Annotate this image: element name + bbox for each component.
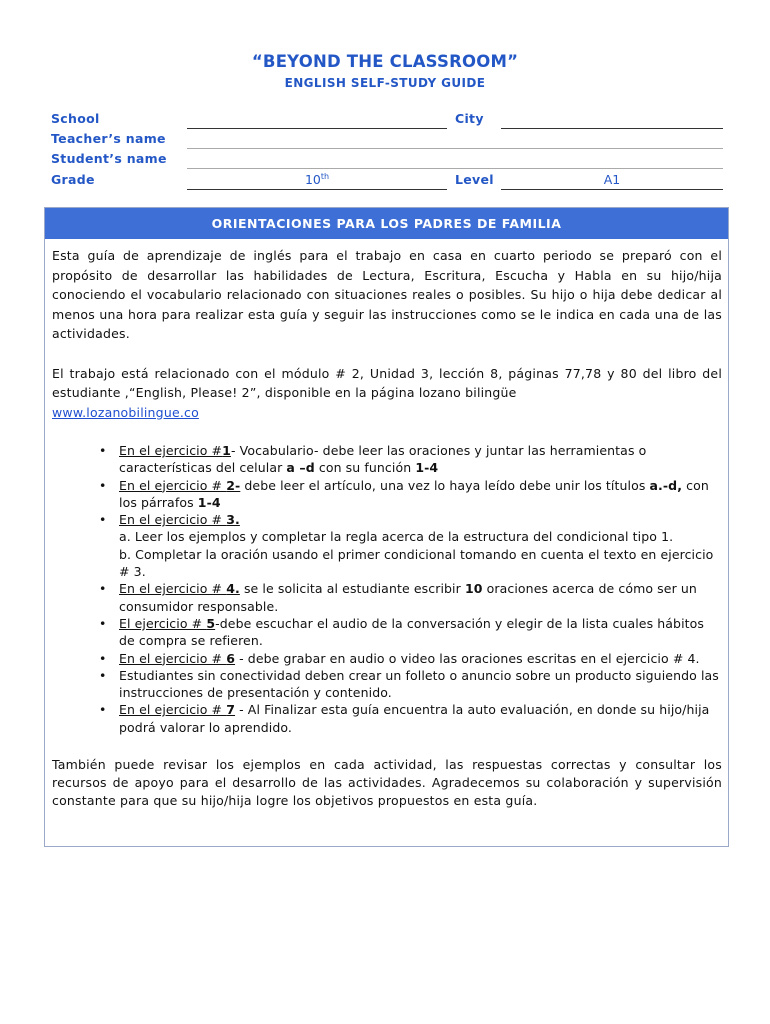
bullet-icon: • — [99, 443, 107, 458]
guide-subtitle: ENGLISH SELF-STUDY GUIDE — [284, 76, 486, 90]
list-item: • En el ejercicio #1- Vocabulario- debe leer las oraciones y juntar las herramientas o características del celular a –d con su función 1-4 — [99, 443, 647, 476]
lozano-link[interactable]: www.lozanobilingue.co — [52, 404, 199, 420]
list-item: • El ejercicio # 5-debe escuchar el audio de la conversación y elegir de la lista cuales hábitos de compra se refieren. — [99, 615, 705, 649]
grade-label: Grade — [51, 172, 95, 187]
module-paragraph — [52, 364, 722, 423]
level-label: Level — [455, 172, 494, 187]
bullet-icon: • — [99, 650, 107, 666]
guide-title: “BEYOND THE CLASSROOM” — [251, 52, 519, 71]
school-field[interactable] — [187, 128, 447, 129]
school-label: School — [51, 111, 100, 126]
list-item: • En el ejercicio # 3. a. Leer los ejemplos y completar la regla acerca de la estructura del condicional tipo 1. b. Completar la oración usando el primer condicional tomando en cuenta el texto en ejercicio # 3. — [99, 512, 714, 580]
list-item: • En el ejercicio # 4. se le solicita al estudiante escribir 10 oraciones acerca de cómo ser un consumidor responsable. — [99, 581, 697, 614]
teacher-name-label: Teacher’s name — [51, 131, 166, 146]
list-item: • En el ejercicio # 6 - debe grabar en audio o video las oraciones escritas en el ejercicio # 4. — [99, 650, 700, 666]
intro-paragraph: Esta guía de aprendizaje de inglés para el trabajo en casa en cuarto periodo se preparó con el propósito de desarrollar las habilidades de Lectura, Escritura, Escucha y Habla en su hijo/hija conociendo el vocabulario relacionado con situaciones reales o posibles. Su hijo o hija debe dedicar al menos una hora para realizar esta guía y seguir las instrucciones como se le indica en cada una de las actividades. — [52, 248, 722, 341]
bullet-icon: • — [99, 477, 107, 493]
teacher-name-field[interactable] — [187, 148, 723, 149]
bullet-icon: • — [99, 512, 107, 528]
city-label: City — [455, 111, 484, 126]
bullet-icon: • — [99, 615, 107, 631]
task-list — [52, 442, 722, 736]
parents-guidance-box — [44, 207, 729, 847]
bullet-icon: • — [99, 581, 107, 597]
section-heading: ORIENTACIONES PARA LOS PADRES DE FAMILIA — [45, 208, 728, 239]
closing-paragraph: También puede revisar los ejemplos en cada actividad, las respuestas correctas y consultar los recursos de apoyo para el desarrollo de las actividades. Agradecemos su colaboración y supervisión constante para que su hijo/hija logre los objetivos propuestos en esta guía. — [52, 757, 722, 809]
module-text: El trabajo está relacionado con el módulo # 2, Unidad 3, lección 8, páginas 77,78 y 80 del libro del estudiante ,“English, Please! 2”, disponible en la página lozano bilingüe — [52, 365, 722, 400]
list-item: • En el ejercicio # 7 - Al Finalizar esta guía encuentra la auto evaluación, en donde su hijo/hija podrá valorar lo aprendido. — [99, 702, 710, 735]
list-item: • En el ejercicio # 2- debe leer el artículo, una vez lo haya leído debe unir los títulos a.-d, con los párrafos 1-4 — [99, 477, 709, 510]
level-field[interactable] — [501, 189, 723, 190]
level-value: A1 — [603, 172, 621, 187]
student-name-label: Student’s name — [51, 151, 167, 166]
list-item: • Estudiantes sin conectividad deben crear un folleto o anuncio sobre un producto siguiendo las instrucciones de presentación y contenido. — [99, 667, 719, 701]
bullet-icon: • — [99, 667, 107, 683]
grade-field[interactable] — [187, 189, 447, 190]
student-name-field[interactable] — [187, 168, 723, 169]
bullet-icon: • — [99, 702, 107, 718]
grade-value: 10th — [304, 172, 330, 188]
city-field[interactable] — [501, 128, 723, 129]
